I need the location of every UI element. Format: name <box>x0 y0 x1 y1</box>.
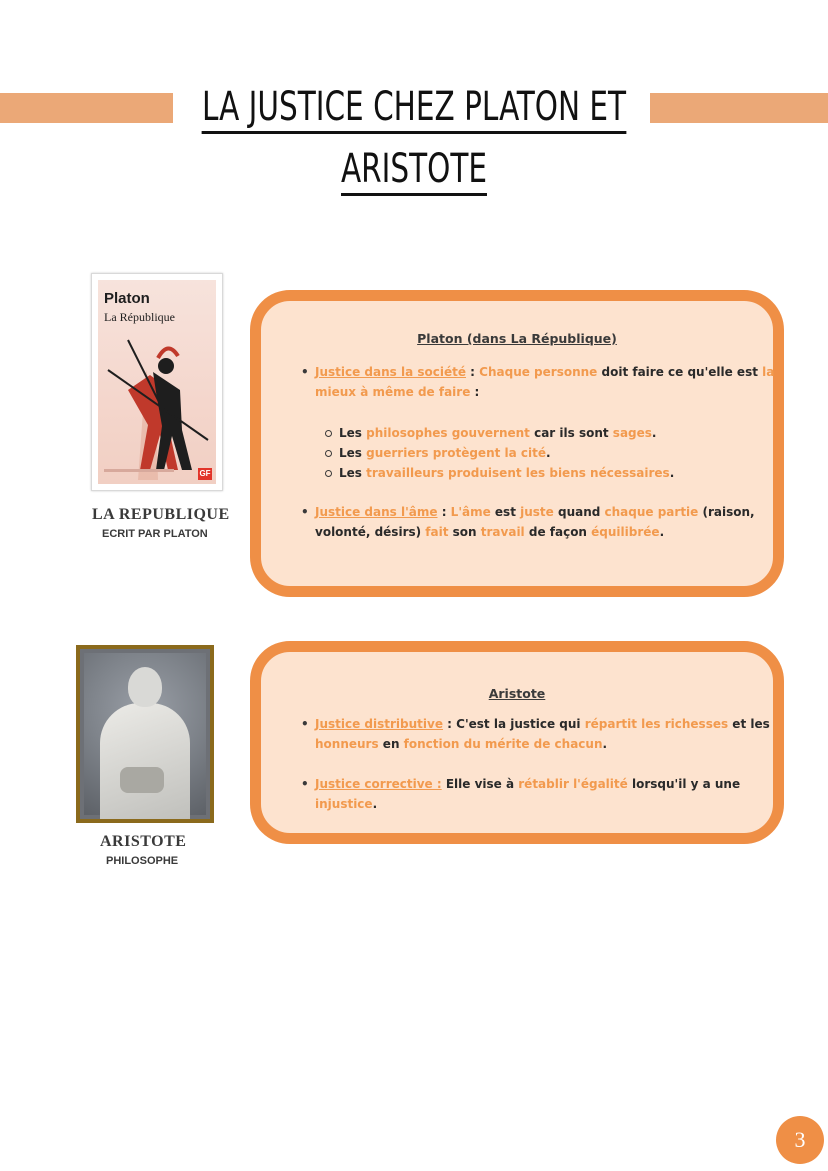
sub-item-travailleurs: Les travailleurs produisent les biens nécessaires. <box>339 463 769 483</box>
sub-item-philosophes: Les philosophes gouvernent car ils sont sages. <box>339 423 769 443</box>
platon-bullets <box>315 362 775 402</box>
book-title: La République <box>104 310 175 324</box>
statue-caption-sub: PHILOSOPHE <box>106 855 179 867</box>
page-title-line1: LA JUSTICE CHEZ PLATON ET <box>75 84 754 130</box>
statue-body <box>100 703 190 823</box>
book-author: Platon <box>104 290 150 307</box>
platon-sub-list <box>339 423 769 483</box>
statue-caption-name: ARISTOTE <box>100 833 187 850</box>
book-foot-text <box>104 469 174 472</box>
aristote-statue-image <box>76 645 214 823</box>
republique-book-cover <box>91 273 223 491</box>
aristote-bullets <box>315 714 775 814</box>
aristote-card <box>250 641 784 844</box>
warrior-illustration <box>98 330 216 480</box>
book-cover-art <box>98 280 216 484</box>
gf-badge: GF <box>199 469 211 478</box>
sub-item-guerriers: Les guerriers protègent la cité. <box>339 443 769 463</box>
statue-scroll <box>120 767 164 793</box>
aristote-card-heading: Aristote <box>488 686 546 701</box>
platon-card <box>250 290 784 597</box>
platon-bullets-2 <box>315 502 775 542</box>
statue-head <box>128 667 162 707</box>
page-number-badge: 3 <box>776 1116 824 1164</box>
book-caption-sub: ECRIT PAR PLATON <box>102 528 208 540</box>
platon-card-heading: Platon (dans La République) <box>417 331 617 346</box>
aristote-bullet-corrective: • Justice corrective : Elle vise à rétablir l'égalité lorsqu'il y a une injustice. <box>315 774 775 814</box>
platon-bullet-ame: • Justice dans l'âme : L'âme est juste quand chaque partie (raison, volonté, désirs) fait son travail de façon équilibrée. <box>315 502 775 542</box>
book-caption-name: LA REPUBLIQUE <box>92 506 230 523</box>
platon-bullet-society: • Justice dans la société : Chaque personne doit faire ce qu'elle est la mieux à même de faire : <box>315 362 775 402</box>
page-title-line2: ARISTOTE <box>75 146 754 192</box>
aristote-bullet-distributive: • Justice distributive : C'est la justice qui répartit les richesses et les honneurs en fonction du mérite de chacun. <box>315 714 775 754</box>
